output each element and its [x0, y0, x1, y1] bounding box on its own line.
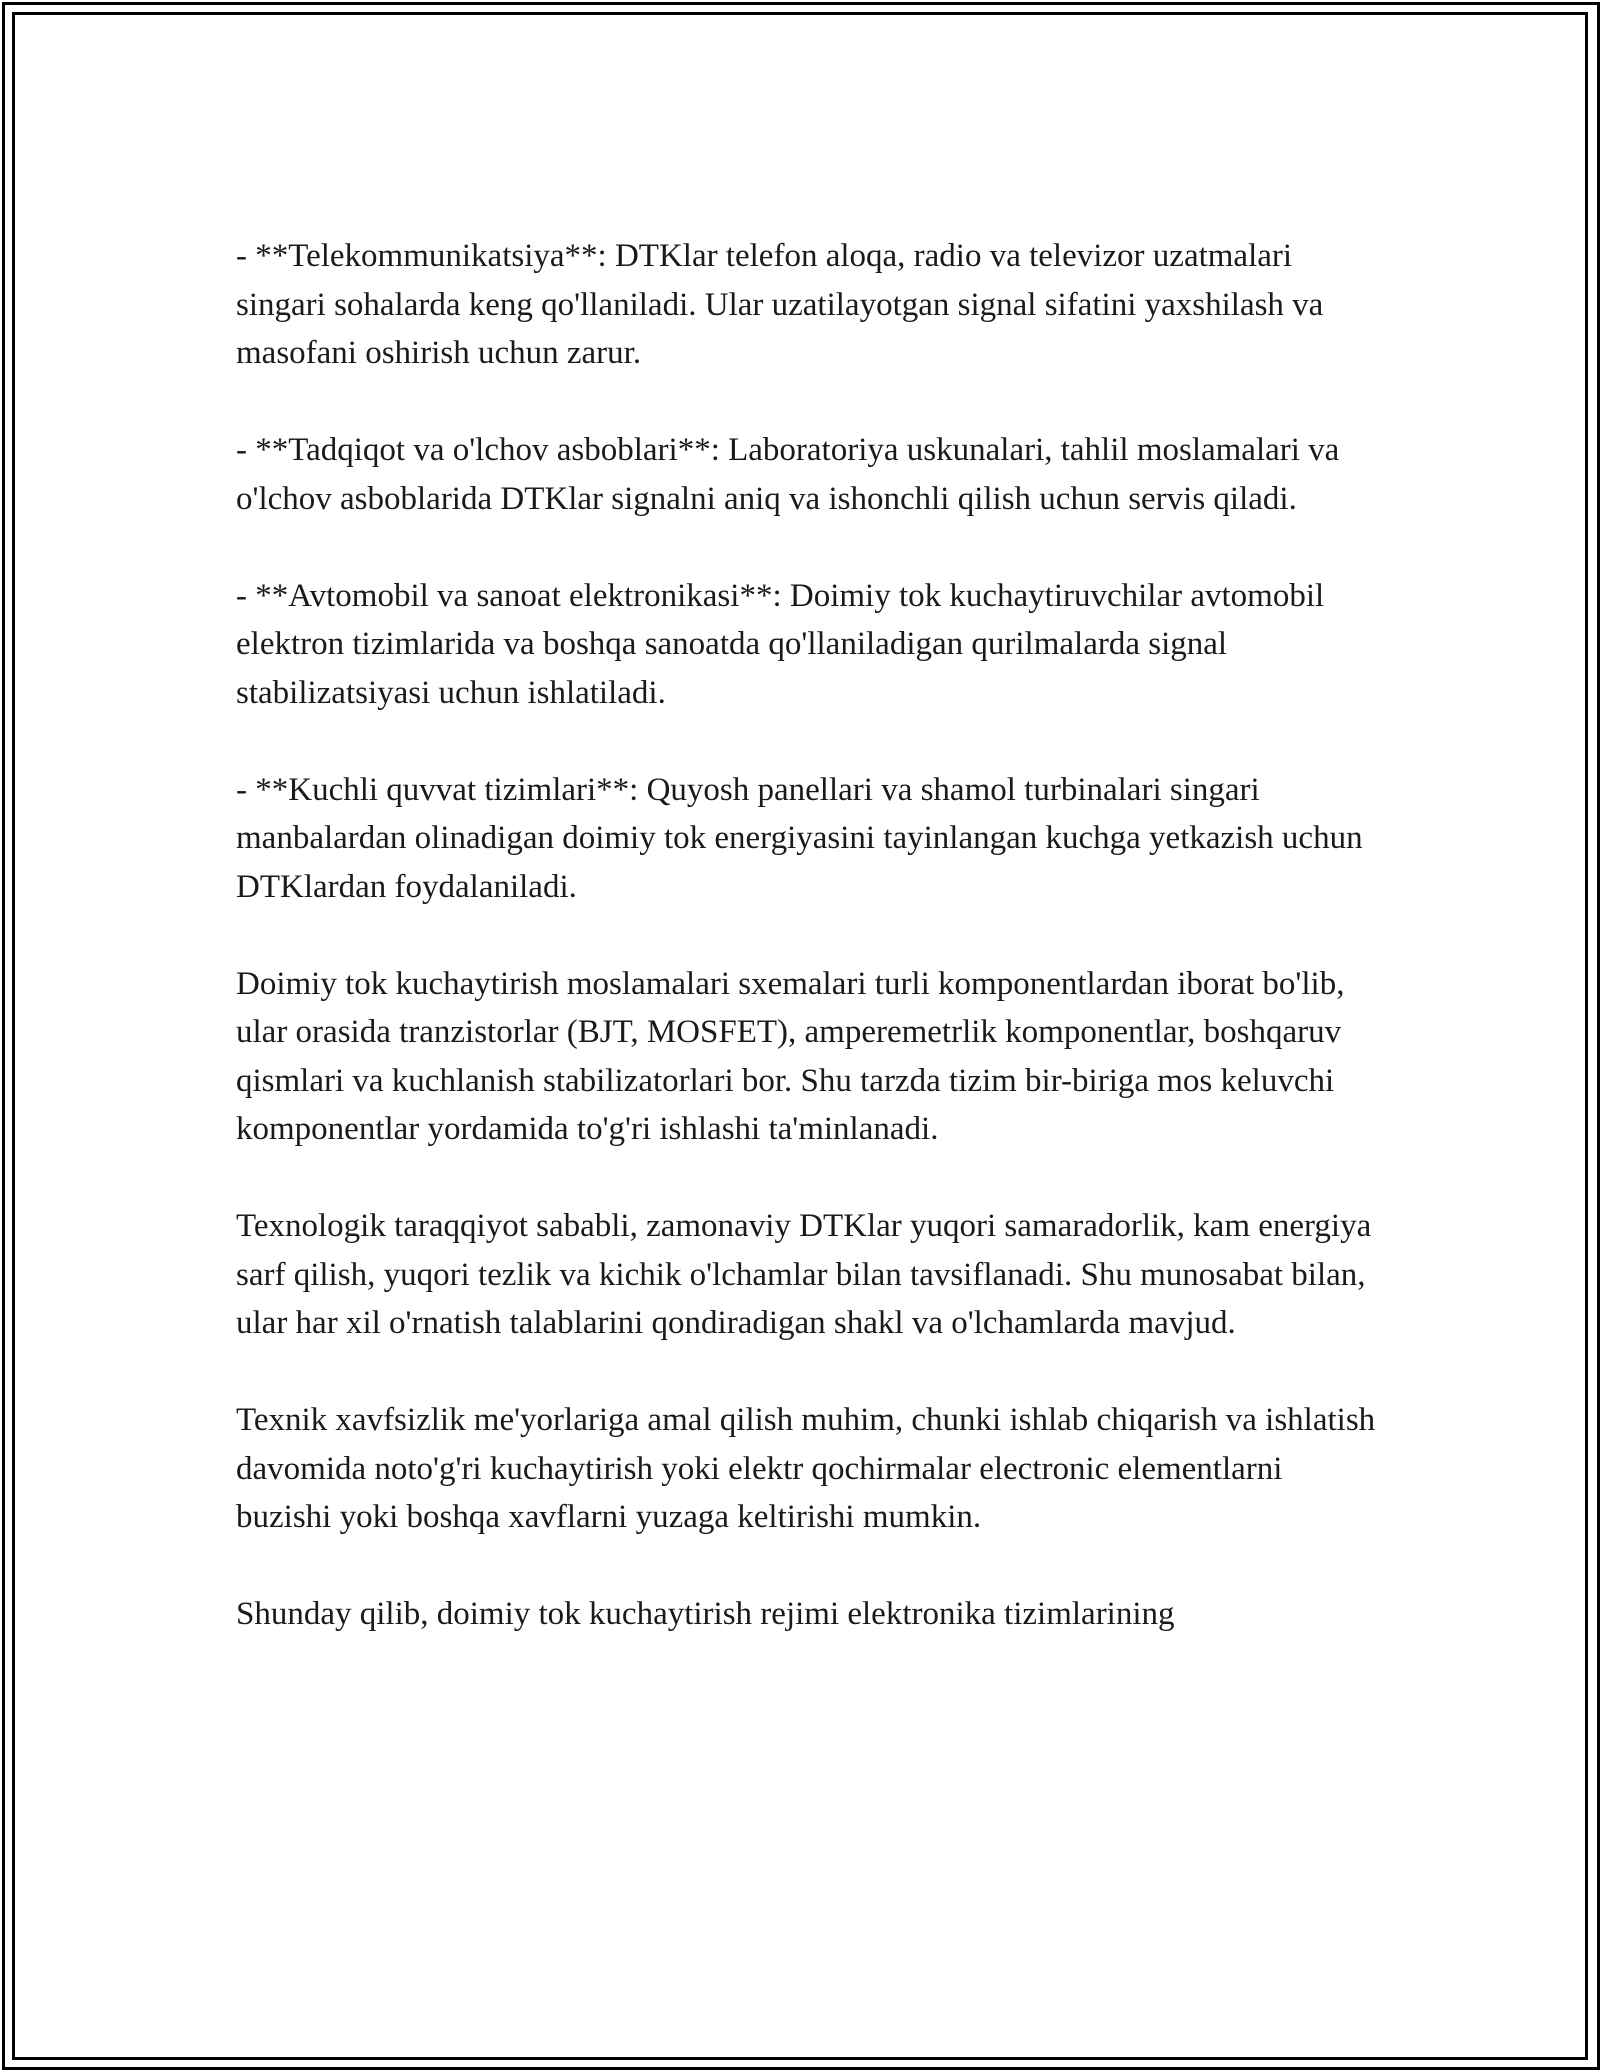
paragraph-circuit-components: Doimiy tok kuchaytirish moslamalari sxemalari turli komponentlardan iborat bo'lib, ular orasida tranzistorlar (BJT, MOSFET), amperemetrlik komponentlar, boshqaruv qismlari va kuchlanish stabilizatorlari bor. Shu tarzda tizim bir-biriga mos keluvchi komponentlar yordamida to'g'ri ishlashi ta'minlanadi.	[236, 965, 1345, 1147]
paragraph-power-systems: - **Kuchli quvvat tizimlari**: Quyosh panellari va shamol turbinalari singari manbalardan olinadigan doimiy tok energiyasini tayinlangan kuchga yetkazish uchun DTKlardan foydalaniladi.	[236, 771, 1363, 905]
paragraph-conclusion: Shunday qilib, doimiy tok kuchaytirish rejimi elektronika tizimlarining	[236, 1596, 1175, 1632]
paragraph-automotive-industrial: - **Avtomobil va sanoat elektronikasi**: Doimiy tok kuchaytiruvchilar avtomobil elektron tizimlarida va boshqa sanoatda qo'llaniladigan qurilmalarda signal stabilizatsiyasi uchun ishlatiladi.	[236, 577, 1325, 711]
paragraph-research-instruments: - **Tadqiqot va o'lchov asboblari**: Laboratoriya uskunalari, tahlil moslamalari va o'lchov asboblarida DTKlar signalni aniq va ishonchli qilish uchun servis qiladi.	[236, 432, 1340, 517]
paragraph-safety-standards: Texnik xavfsizlik me'yorlariga amal qilish muhim, chunki ishlab chiqarish va ishlatish davomida noto'g'ri kuchaytirish yoki elektr qochirmalar electronic elementlarni buzishi yoki boshqa xavflarni yuzaga keltirishi mumkin.	[236, 1402, 1376, 1535]
paragraph-telecommunications: - **Telekommunikatsiya**: DTKlar telefon aloqa, radio va televizor uzatmalari singari sohalarda keng qo'llaniladi. Ular uzatilayotgan signal sifatini yaxshilash va masofani oshirish uchun zarur.	[236, 238, 1324, 371]
paragraph-technological-progress: Texnologik taraqqiyot sababli, zamonaviy DTKlar yuqori samaradorlik, kam energiya sarf qilish, yuqori tezlik va kichik o'lchamlar bilan tavsiflanadi. Shu munosabat bilan, ular har xil o'rnatish talablarini qondiradigan shakl va o'lchamlarda mavjud.	[236, 1208, 1372, 1341]
document-body	[236, 232, 1386, 1639]
